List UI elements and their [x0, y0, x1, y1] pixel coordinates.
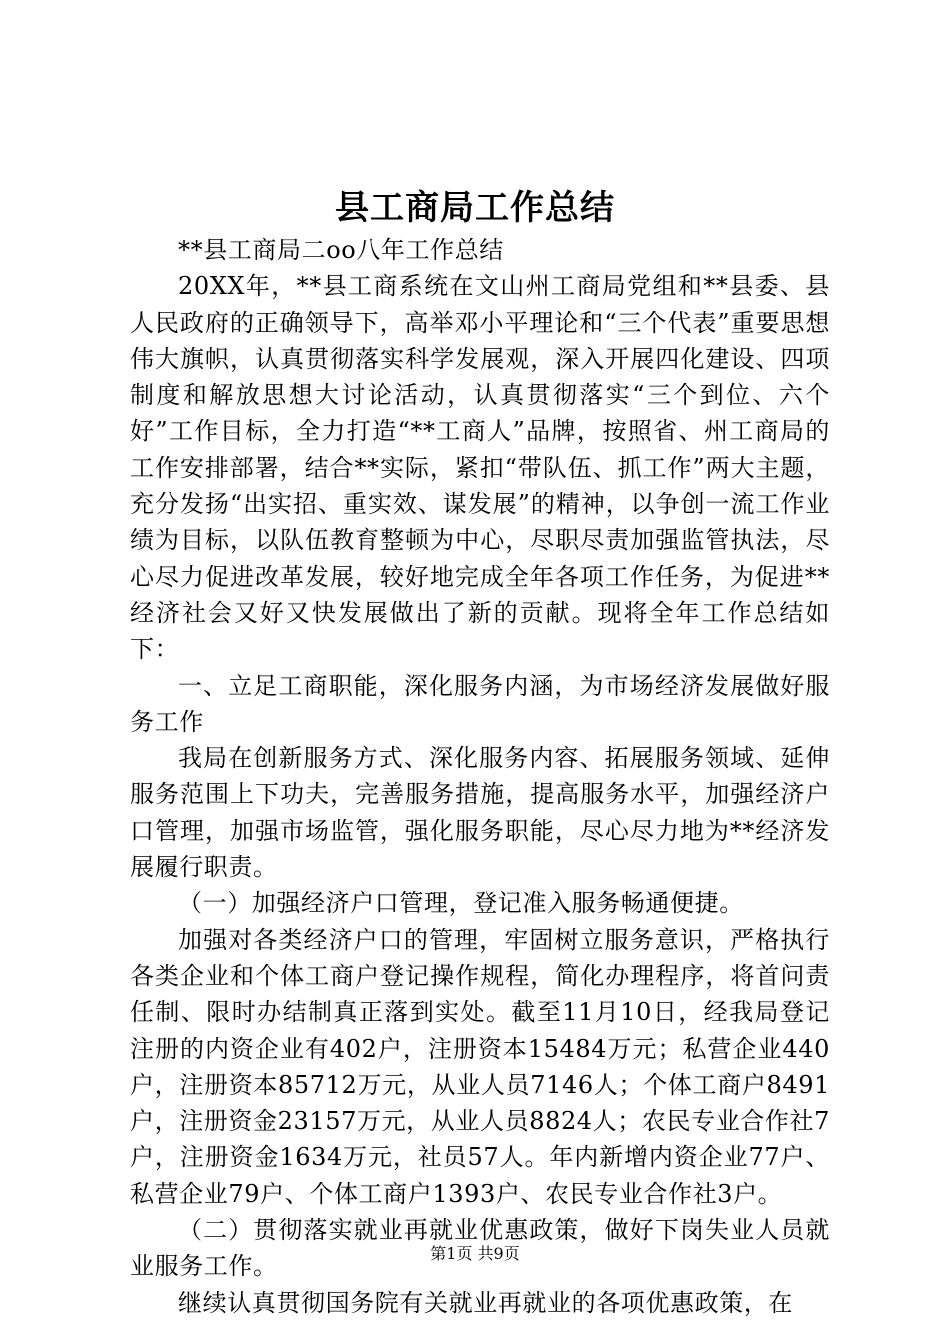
document-title: 县工商局工作总结: [335, 188, 615, 228]
subtitle-paragraph: **县工商局二oo八年工作总结: [178, 236, 504, 264]
subsection-heading-1: （一）加强经济户口管理，登记准入服务畅通便捷。: [178, 889, 744, 918]
section-heading-1: 一、立足工商职能，深化服务内涵，为市场经济发展做好服务工作: [130, 671, 830, 736]
body-paragraph: 我局在创新服务方式、深化服务内容、拓展服务领域、延伸服务范围上下功夫，完善服务措施，提高服务水平，加强经济户口管理，加强市场监管，强化服务职能，尽心尽力地为**经济发展履行职责。: [130, 744, 830, 882]
subsection-heading-2: （二）贯彻落实就业再就业优惠政策，做好下岗失业人员就业服务工作。: [130, 1216, 830, 1281]
document-body: [130, 232, 830, 1321]
body-paragraph: 加强对各类经济户口的管理，牢固树立服务意识，严格执行各类企业和个体工商户登记操作规程，简化办理程序，将首问责任制、限时办结制真正落到实处。截至11月10日，经我局登记注册的内资企业有402户，注册资本15484万元；私营企业440户，注册资本85712万元，从业人员7146人；个体工商户8491户，注册资金23157万元，从业人员8824人；农民专业合作社7户，注册资金1634万元，社员57人。年内新增内资企业77户、私营企业79户、个体工商户1393户、农民专业合作社3户。: [130, 925, 830, 1208]
intro-paragraph: 20XX年，**县工商系统在文山州工商局党组和**县委、县人民政府的正确领导下，高举邓小平理论和“三个代表”重要思想伟大旗帜，认真贯彻落实科学发展观，深入开展四化建设、四项制度和解放思想大讨论活动，认真贯彻落实“三个到位、六个好”工作目标，全力打造“**工商人”品牌，按照省、州工商局的工作安排部署，结合**实际，紧扣“带队伍、抓工作”两大主题，充分发扬“出实招、重实效、谋发展”的精神，以争创一流工作业绩为目标，以队伍教育整顿为中心，尽职尽责加强监管执法，尽心尽力促进改革发展，较好地完成全年各项工作任务，为促进**经济社会又好又快发展做出了新的贡献。现将全年工作总结如下：: [130, 272, 830, 664]
page-footer: 第1页 共9页: [430, 1244, 520, 1263]
body-paragraph: 继续认真贯彻国务院有关就业再就业的各项优惠政策，在: [178, 1288, 793, 1317]
